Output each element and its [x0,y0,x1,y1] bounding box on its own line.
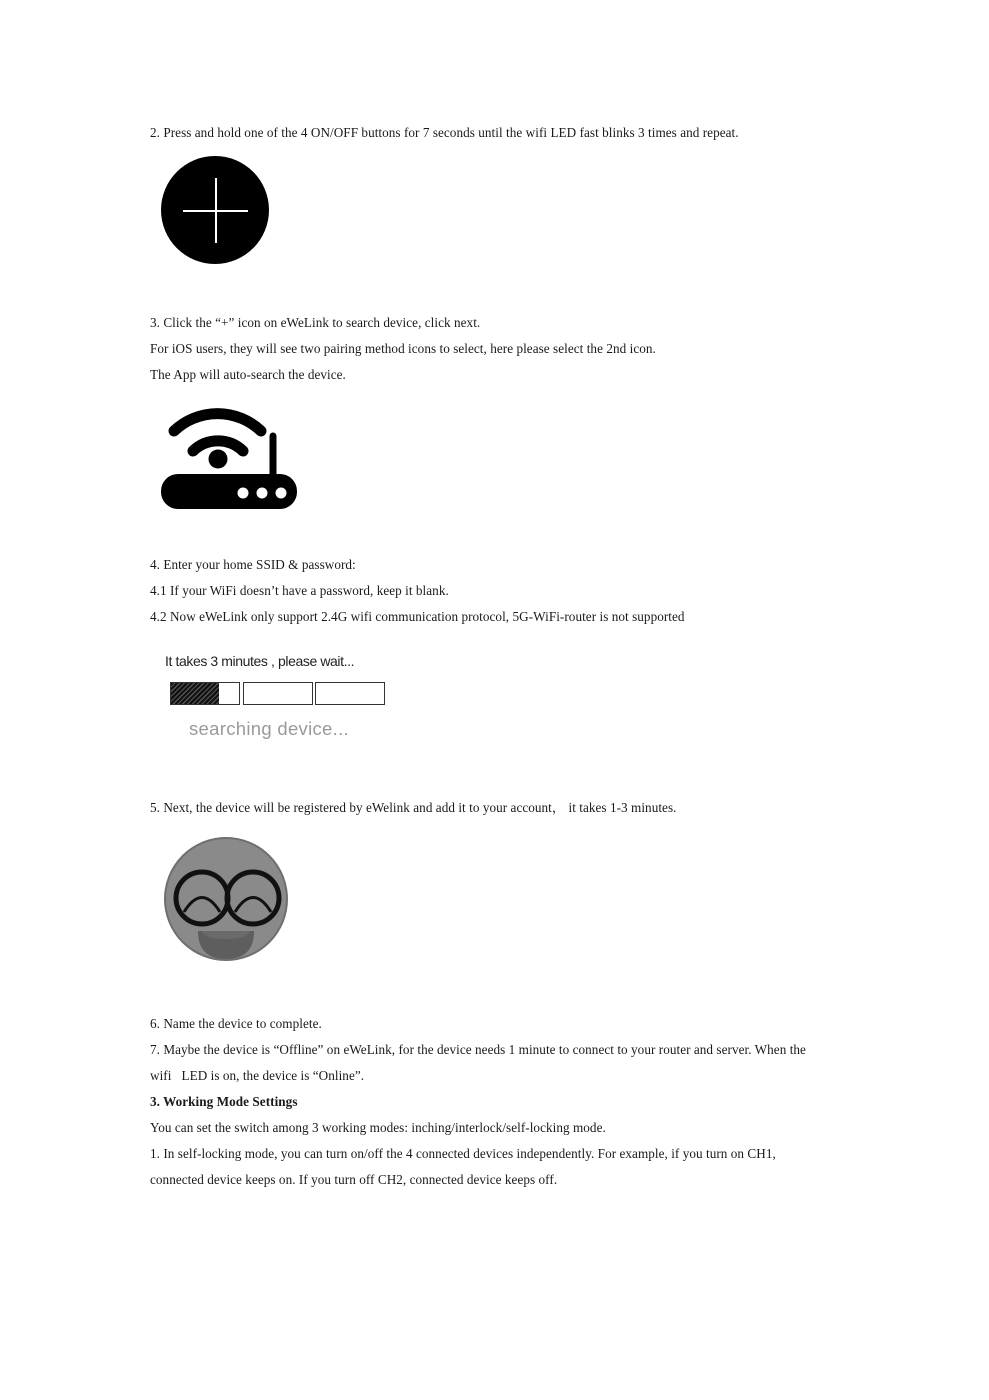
progress-fill [171,683,219,704]
progress-segment-3 [315,682,385,705]
working-mode-intro: You can set the switch among 3 working modes: inching/interlock/self-locking mode. [150,1120,606,1135]
step-7-text: 7. Maybe the device is “Offline” on eWeLink, for the device needs 1 minute to connect to your router and server. When the [150,1042,806,1057]
step-3-text: 3. Click the “+” icon on eWeLink to search device, click next. [150,315,481,330]
wifi-router-icon [158,392,300,514]
laughing-face-icon [162,835,292,965]
step-4-2-text: 4.2 Now eWeLink only support 2.4G wifi communication protocol, 5G-WiFi-router is not supported [150,609,685,624]
progress-status-text: searching device... [189,718,349,739]
self-locking-mode-text: 1. In self-locking mode, you can turn on/off the 4 connected devices independently. For example, if you turn on CH1, [150,1146,776,1161]
progress-wait-message: It takes 3 minutes , please wait... [165,653,355,669]
step-2-text: 2. Press and hold one of the 4 ON/OFF buttons for 7 seconds until the wifi LED fast blinks 3 times and repeat. [150,125,739,140]
progress-segment-1 [170,682,240,705]
step-4-1-text: 4.1 If your WiFi doesn’t have a password, keep it blank. [150,583,449,598]
step-3-auto-search-note: The App will auto-search the device. [150,367,346,382]
step-4-text: 4. Enter your home SSID & password: [150,557,356,572]
step-5-text: 5. Next, the device will be registered by eWelink and add it to your account， it takes 1-3 minutes. [150,800,677,815]
self-locking-mode-text-continued: connected device keeps on. If you turn off CH2, connected device keeps off. [150,1172,558,1187]
step-3-ios-note: For iOS users, they will see two pairing method icons to select, here please select the 2nd icon. [150,341,656,356]
progress-segment-2 [243,682,313,705]
step-6-text: 6. Name the device to complete. [150,1016,322,1031]
plus-circle-icon [160,155,270,265]
section-heading-working-mode: 3. Working Mode Settings [150,1094,298,1109]
step-7-text-continued: wifi LED is on, the device is “Online”. [150,1068,365,1083]
